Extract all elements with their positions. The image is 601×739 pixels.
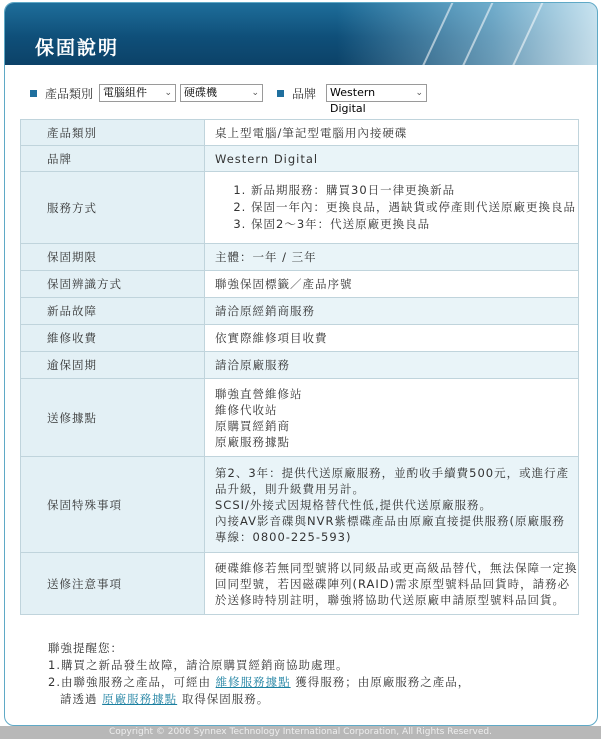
reminder-notes bbox=[48, 640, 470, 708]
service-point-line: 原購買經銷商 bbox=[215, 418, 290, 433]
row-value: Western Digital bbox=[205, 146, 579, 172]
notes-text: 取得保固服務。 bbox=[181, 692, 270, 706]
row-value: 桌上型電腦/筆記型電腦用內接硬碟 bbox=[205, 120, 579, 146]
subcategory-select-value: 硬碟機 bbox=[184, 86, 218, 99]
row-value: 請洽原廠服務 bbox=[205, 352, 579, 379]
notice-line: 硬碟維修若無同型號將以同級品或更高級品替代，無法保障一定換 bbox=[215, 560, 578, 575]
filter-bar bbox=[30, 83, 427, 115]
row-key: 保固特殊事項 bbox=[21, 457, 205, 553]
notes-text: 獲得服務；由原廠服務之產品， bbox=[295, 675, 471, 689]
row-key: 保固辨識方式 bbox=[21, 271, 205, 298]
row-value bbox=[205, 379, 579, 457]
special-line: 專線：0800-225-593) bbox=[215, 529, 352, 544]
table-row bbox=[21, 172, 579, 244]
table-row bbox=[21, 352, 579, 379]
square-bullet-icon bbox=[30, 90, 37, 97]
chevron-down-icon: ⌄ bbox=[251, 88, 260, 98]
special-line: 第2、3年：提供代送原廠服務，並酌收手續費500元，或進行產 bbox=[215, 465, 570, 480]
notes-line bbox=[48, 691, 470, 708]
row-key: 新品故障 bbox=[21, 298, 205, 325]
table-row bbox=[21, 457, 579, 553]
row-key: 產品類別 bbox=[21, 120, 205, 146]
notes-text: 請透過 bbox=[60, 692, 98, 706]
special-line: SCSI/外接式因規格替代性低,提供代送原廠服務。 bbox=[215, 497, 493, 512]
notice-line: 於送修時特別註明，聯強將協助代送原廠申請原型號料品回貨。 bbox=[215, 592, 565, 607]
service-point-line: 原廠服務據點 bbox=[215, 434, 290, 449]
table-row bbox=[21, 271, 579, 298]
row-key: 服務方式 bbox=[21, 172, 205, 244]
row-value: 聯強保固標籤／產品序號 bbox=[205, 271, 579, 298]
row-key: 送修據點 bbox=[21, 379, 205, 457]
category-select-value: 電腦組件 bbox=[103, 86, 148, 99]
list-item: 1. 新品期服務：購買30日一律更換新品 bbox=[251, 182, 578, 199]
table-row bbox=[21, 298, 579, 325]
notes-text: 2.由聯強服務之產品，可經由 bbox=[48, 675, 211, 689]
brand-select-value: Western Digital bbox=[330, 86, 376, 115]
table-row bbox=[21, 325, 579, 352]
service-point-line: 聯強直營維修站 bbox=[215, 386, 303, 401]
notes-line bbox=[48, 674, 470, 691]
header-banner bbox=[5, 3, 597, 65]
row-value bbox=[205, 553, 579, 615]
table-row bbox=[21, 146, 579, 172]
service-list bbox=[215, 182, 578, 233]
row-key: 品牌 bbox=[21, 146, 205, 172]
row-key: 維修收費 bbox=[21, 325, 205, 352]
chevron-down-icon: ⌄ bbox=[164, 88, 173, 98]
special-line: 品升級，則升級費用另計。 bbox=[215, 481, 365, 496]
notes-line: 1.購買之新品發生故障，請洽原購買經銷商協助處理。 bbox=[48, 658, 349, 672]
category-select[interactable] bbox=[99, 84, 176, 102]
service-point-line: 維修代收站 bbox=[215, 402, 278, 417]
footer-copyright: Copyright © 2006 Synnex Technology International Corporation, All Rights Reserved. bbox=[0, 726, 601, 739]
brand-select[interactable] bbox=[326, 84, 427, 115]
warranty-table bbox=[20, 119, 579, 615]
subcategory-select[interactable] bbox=[180, 84, 263, 102]
table-row bbox=[21, 553, 579, 615]
brand-label: 品牌 bbox=[292, 86, 317, 101]
notice-line: 回同型號，若因磁碟陣列(RAID)需求原型號料品回貨時，請務必 bbox=[215, 576, 571, 591]
row-value: 請洽原經銷商服務 bbox=[205, 298, 579, 325]
table-row bbox=[21, 120, 579, 146]
row-key: 保固期限 bbox=[21, 244, 205, 271]
row-value: 主體：一年 / 三年 bbox=[205, 244, 579, 271]
vendor-service-point-link[interactable]: 原廠服務據點 bbox=[102, 692, 178, 706]
notes-heading: 聯強提醒您： bbox=[48, 641, 123, 655]
page-title: 保固說明 bbox=[35, 37, 120, 59]
table-row bbox=[21, 379, 579, 457]
row-value bbox=[205, 172, 579, 244]
repair-service-point-link[interactable]: 維修服務據點 bbox=[215, 675, 291, 689]
chevron-down-icon: ⌄ bbox=[415, 88, 424, 98]
square-bullet-icon bbox=[277, 90, 284, 97]
special-line: 內接AV影音碟與NVR紫標碟產品由原廠直接提供服務(原廠服務 bbox=[215, 513, 565, 528]
row-value bbox=[205, 457, 579, 553]
row-key: 逾保固期 bbox=[21, 352, 205, 379]
row-value: 依實際維修項目收費 bbox=[205, 325, 579, 352]
list-item: 2. 保固一年內：更換良品，遇缺貨或停產則代送原廠更換良品 bbox=[251, 199, 578, 216]
category-label: 產品類別 bbox=[45, 86, 94, 101]
list-item: 3. 保固2～3年：代送原廠更換良品 bbox=[251, 216, 578, 233]
table-row bbox=[21, 244, 579, 271]
row-key: 送修注意事項 bbox=[21, 553, 205, 615]
